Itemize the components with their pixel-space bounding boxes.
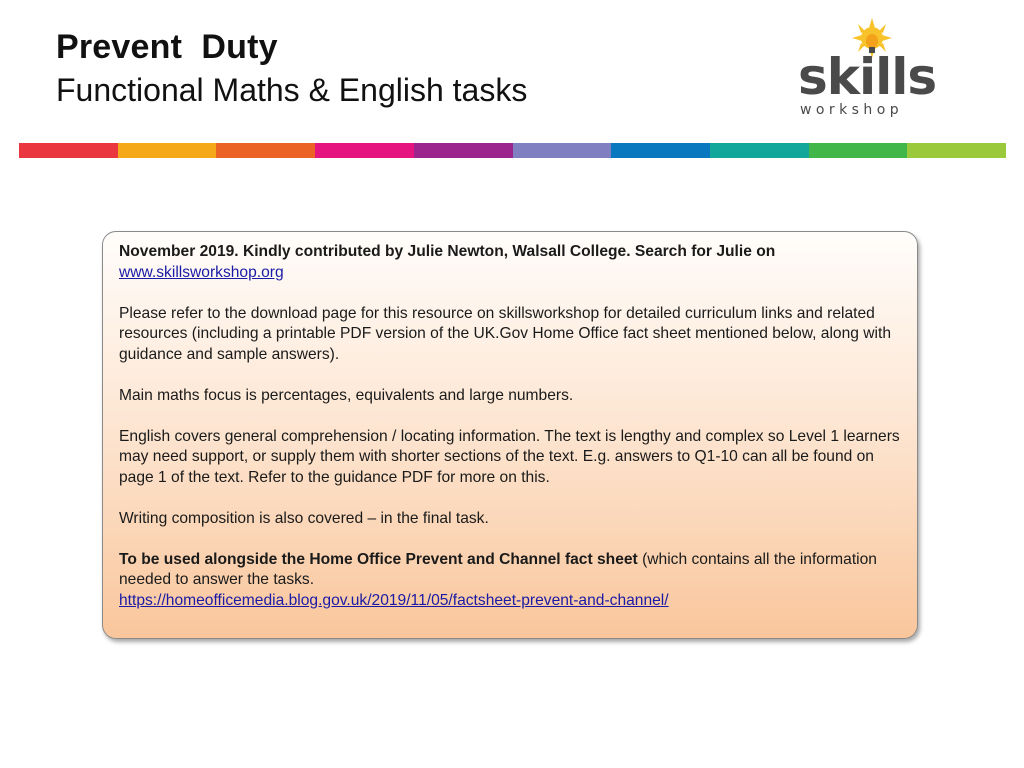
stripe-segment xyxy=(907,143,1006,158)
english-paragraph: English covers general comprehension / locating information. The text is lengthy and complex so Level 1 learners may need support, or supply them with shorter sections of the text. E.g. answers to Q1-10 can all be found on page 1 of the text. Refer to the guidance PDF for more on this. xyxy=(119,427,900,486)
skills-workshop-logo xyxy=(794,16,954,122)
stripe-segment xyxy=(118,143,217,158)
stripe-segment xyxy=(710,143,809,158)
stripe-segment xyxy=(216,143,315,158)
stripe-segment xyxy=(414,143,513,158)
skillsworkshop-link[interactable]: www.skillsworkshop.org xyxy=(119,263,284,281)
writing-paragraph: Writing composition is also covered – in the final task. xyxy=(119,509,489,527)
intro-paragraph xyxy=(119,242,901,283)
intro-credit: November 2019. Kindly contributed by Julie Newton, Walsall College. Search for Julie on xyxy=(119,243,776,260)
stripe-segment xyxy=(611,143,710,158)
stripe-segment xyxy=(809,143,908,158)
factsheet-link[interactable]: https://homeofficemedia.blog.gov.uk/2019/11/05/factsheet-prevent-and-channel/ xyxy=(119,591,669,609)
download-paragraph: Please refer to the download page for this resource on skillsworkshop for detailed curriculum links and related resources (including a printable PDF version of the UK.Gov Home Office fact sheet mentioned below, along with guidance and sample answers). xyxy=(119,304,891,363)
maths-focus-paragraph: Main maths focus is percentages, equivalents and large numbers. xyxy=(119,386,574,404)
page-subtitle: Functional Maths & English tasks xyxy=(56,72,528,108)
page-title: Prevent Duty xyxy=(56,28,278,66)
factsheet-paragraph xyxy=(119,550,901,612)
logo-wordmark: skills xyxy=(798,48,937,106)
color-stripe xyxy=(19,143,1006,158)
stripe-segment xyxy=(315,143,414,158)
stripe-segment xyxy=(19,143,118,158)
factsheet-text: (which contains all the information needed to answer the tasks. xyxy=(119,550,877,588)
factsheet-bold: To be used alongside the Home Office Prevent and Channel fact sheet xyxy=(119,550,638,568)
logo-graphic xyxy=(794,16,954,122)
logo-tagline: w o r k s h o p xyxy=(800,102,899,118)
resource-note xyxy=(102,231,918,639)
stripe-segment xyxy=(513,143,612,158)
